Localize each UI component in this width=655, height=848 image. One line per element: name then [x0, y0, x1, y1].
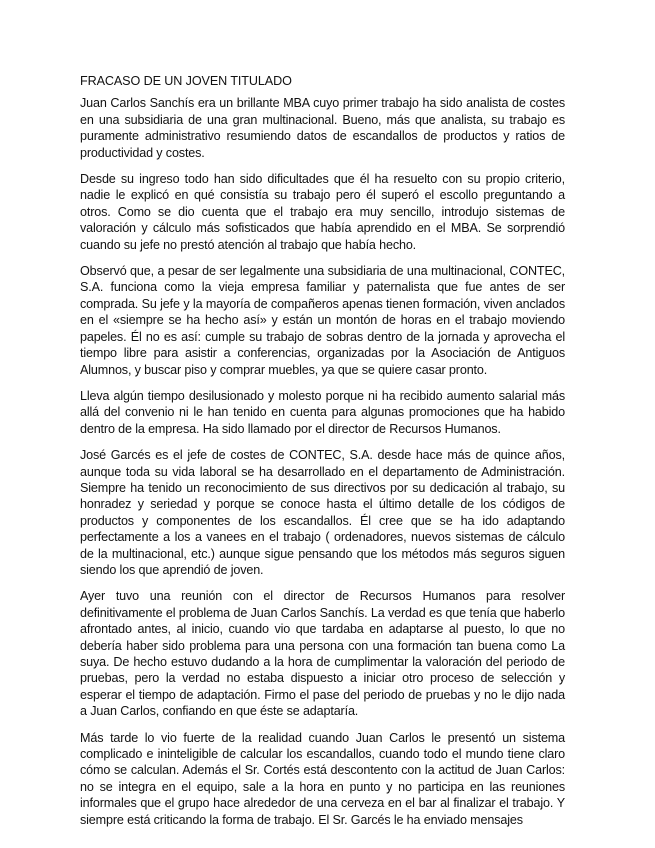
paragraph-1: Juan Carlos Sanchís era un brillante MBA cuyo primer trabajo ha sido analista de costes en una subsidiaria de una gran multinacional. Bueno, más que analista, su trabajo es puramente administrativo resumiendo datos de escandallos de productos y ratios de productividad y costes.: [80, 96, 565, 160]
paragraph-7: Más tarde lo vio fuerte de la realidad cuando Juan Carlos le presentó un sistema complicado e ininteligible de calcular los escandallos, cuando todo el mundo tiene claro cómo se calculan. Además el Sr. Cortés está descontento con la actitud de Juan Carlos: no se integra en el equipo, sale a la hora en punto y no participa en las reuniones informales que el grupo hace alrededor de una cerveza en el bar al finalizar el trabajo. Y siempre está criticando la forma de trabajo. El Sr. Garcés le ha enviado mensajes: [80, 730, 565, 827]
paragraph-4: Lleva algún tiempo desilusionado y molesto porque ni ha recibido aumento salarial más allá del convenio ni le han tenido en cuenta para algunas promociones que ha habido dentro de la empresa. Ha sido llamado por el director de Recursos Humanos.: [80, 388, 565, 436]
paragraph-3: Observó que, a pesar de ser legalmente una subsidiaria de una multinacional, CONTEC, S.A. funciona como la vieja empresa familiar y paternalista que fue antes de ser comprada. Su jefe y la mayoría de compañeros apenas tienen formación, viven anclados en el «siempre se ha hecho así» y están un montón de horas en el trabajo moviendo papeles. Él no es así: cumple su trabajo de sobras dentro de la jornada y aprovecha el tiempo libre para asistir a conferencias, organizadas por la Asociación de Antiguos Alumnos, y buscar piso y comprar muebles, ya que se quiere casar pronto.: [80, 264, 565, 377]
paragraph-2: Desde su ingreso todo han sido dificultades que él ha resuelto con su propio criterio, nadie le explicó en qué consistía su trabajo pero él superó el escollo preguntando a otros. Como se dio cuenta que el trabajo era muy sencillo, introdujo sistemas de valoración y cálculo más sofisticados que había aprendido en el MBA. Se sorprendió cuando su jefe no prestó atención al trabajo que había hecho.: [80, 172, 565, 252]
paragraph-6: Ayer tuvo una reunión con el director de Recursos Humanos para resolver definitivamente el problema de Juan Carlos Sanchís. La verdad es que tenía que haberlo afrontado antes, al inicio, cuando vio que tardaba en adaptarse al puesto, lo que no debería haber sido problema para una persona con una formación tan buena como La suya. De hecho estuvo dudando a la hora de cumplimentar la valoración del periodo de pruebas, pero la verdad no estaba dispuesto a iniciar otro proceso de selección y esperar el tiempo de adaptación. Firmo el pase del periodo de pruebas y no le dijo nada a Juan Carlos, confiando en que éste se adaptaría.: [80, 589, 565, 719]
document-title: FRACASO DE UN JOVEN TITULADO: [80, 74, 292, 88]
paragraph-5: José Garcés es el jefe de costes de CONTEC, S.A. desde hace más de quince años, aunque toda su vida laboral se ha desarrollado en el departamento de Administración. Siempre ha tenido un reconocimiento de sus directivos por su dedicación al trabajo, su honradez y seriedad y porque se conoce hasta el último detalle de los códigos de productos y componentes de los escandallos. Él cree que se ha ido adaptando perfectamente a los a vanees en el trabajo ( ordenadores, nuevos sistemas de cálculo de la multinacional, etc.) aunque sigue pensando que los métodos más seguros siguen siendo los que aprendió de joven.: [80, 448, 565, 577]
document-page: [80, 73, 565, 838]
